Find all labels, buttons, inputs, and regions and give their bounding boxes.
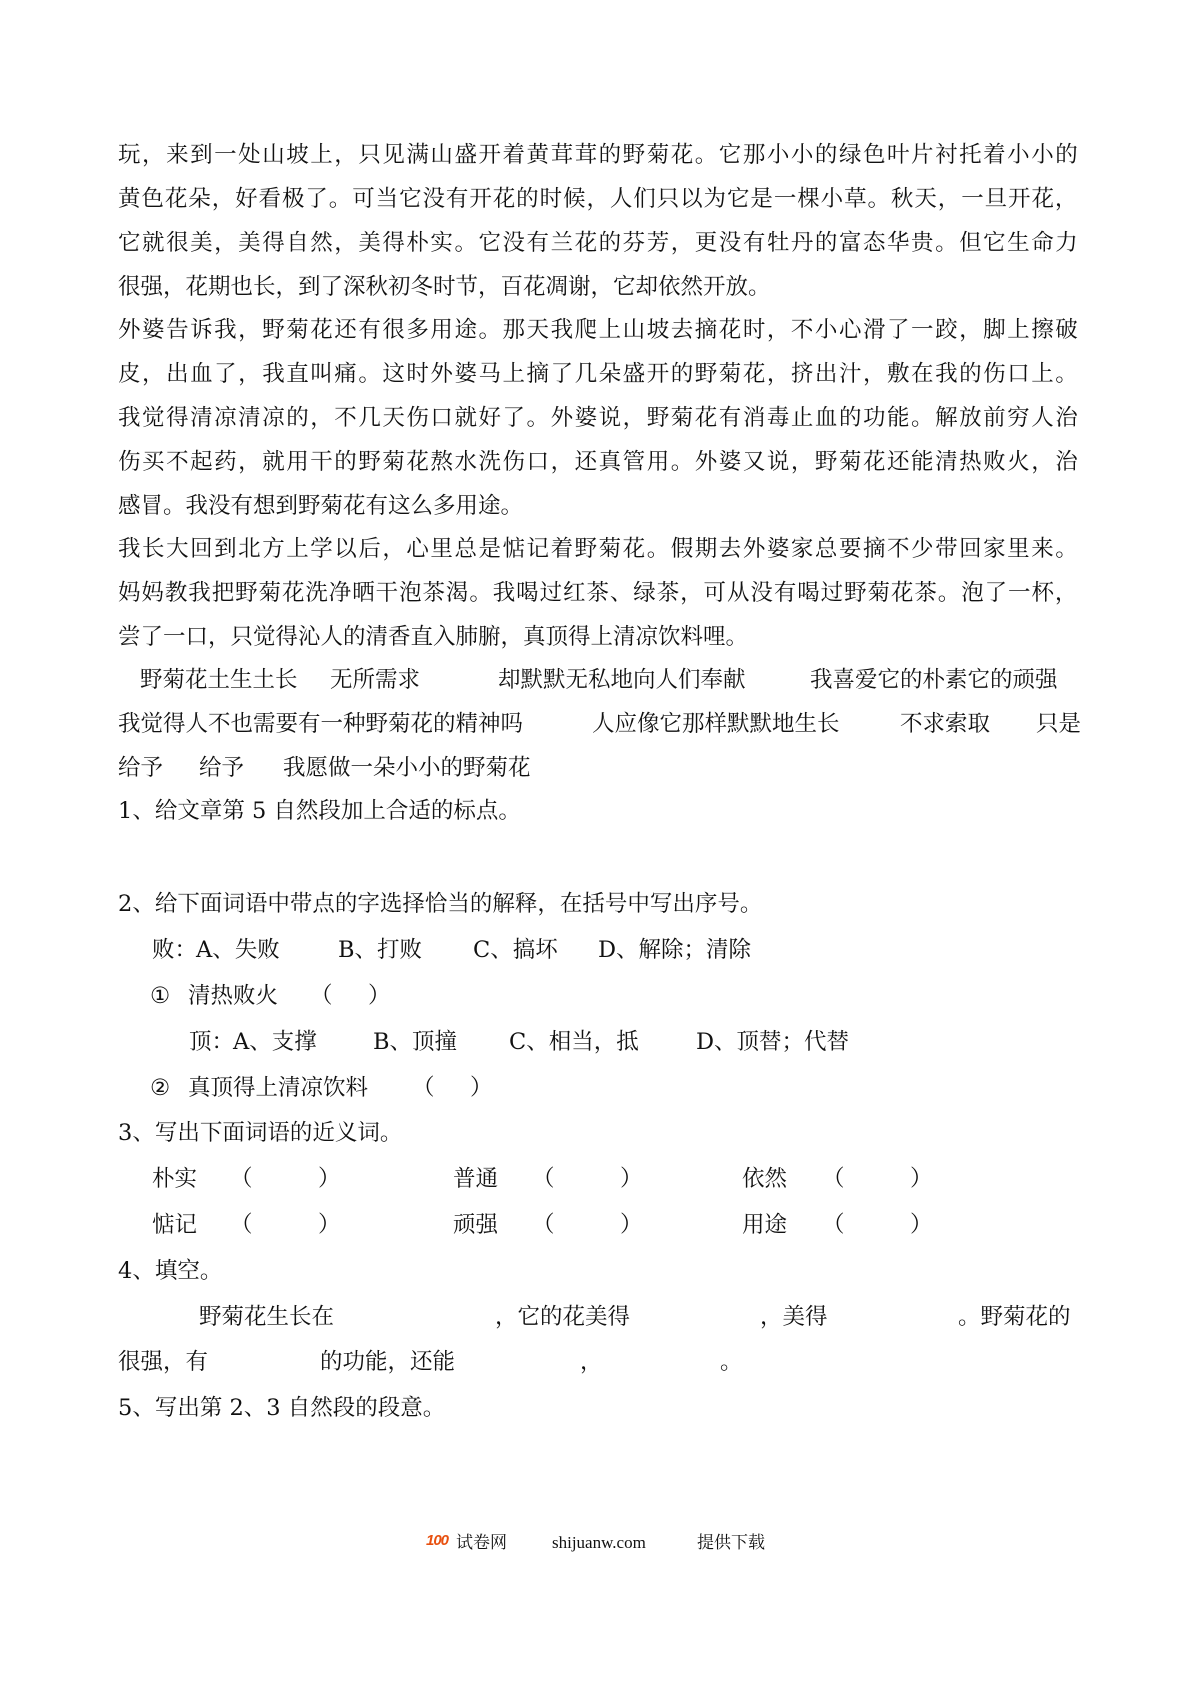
passage-p5-seg: 野菊花土生土长 xyxy=(140,667,298,693)
passage-p5-seg: 我觉得人不也需要有一种野菊花的精神吗 xyxy=(118,711,524,737)
answer-paren-close: ） xyxy=(470,1075,493,1101)
option: B、打败 xyxy=(338,937,423,963)
bai-label: 败： xyxy=(152,937,198,963)
answer-paren-close: ） xyxy=(620,1166,643,1192)
synonym-word: 顽强 xyxy=(453,1212,499,1238)
passage-line: 很强，花期也长，到了深秋初冬时节，百花凋谢，它却依然开放。 xyxy=(118,274,771,300)
question-2: 2、给下面词语中带点的字选择恰当的解释，在括号中写出序号。 xyxy=(118,891,763,917)
passage-p5-seg: 给予 xyxy=(118,755,164,781)
passage-p5-seg: 人应像它那样默默地生长 xyxy=(592,711,840,737)
answer-paren-open: （ xyxy=(230,1166,253,1192)
passage-p5-seg: 我喜爱它的朴素它的顽强 xyxy=(810,667,1058,693)
site-logo: 100 xyxy=(426,1532,449,1549)
passage-line: 我 觉 得 清 凉 清 凉 的 ， 不 几 天 伤 口 就 好 了 。 外 婆 说 ， 野 菊 花 有 消 毒 止 血 的 功 能 。 解 放 前 穷 人 治 xyxy=(118,405,1078,431)
fill-text: 。 xyxy=(720,1349,743,1375)
passage-p5-seg: 只是 xyxy=(1036,711,1082,737)
synonym-word: 依然 xyxy=(742,1166,788,1192)
fill-text: ，它的花美得 xyxy=(495,1304,631,1330)
passage-p5-seg: 不求索取 xyxy=(900,711,991,737)
question-1: 1、给文章第 5 自然段加上合适的标点。 xyxy=(118,798,521,824)
passage-line: 伤 买 不 起 药 ， 就 用 干 的 野 菊 花 熬 水 洗 伤 口 ， 还 真 管 用 。 外 婆 又 说 ， 野 菊 花 还 能 清 热 败 火 ， 治 xyxy=(118,449,1078,475)
item-marker: ① xyxy=(150,983,171,1009)
answer-paren-open: （ xyxy=(822,1212,845,1238)
synonym-word: 普通 xyxy=(453,1166,499,1192)
option: B、顶撞 xyxy=(373,1029,458,1055)
passage-p5-seg: 却默默无私地向人们奉献 xyxy=(498,667,746,693)
answer-paren-open: （ xyxy=(412,1075,435,1101)
answer-paren-close: ） xyxy=(910,1212,933,1238)
item-text: 清热败火 xyxy=(188,983,279,1009)
fill-text: ，美得 xyxy=(760,1304,828,1330)
item-text: 真顶得上清凉饮料 xyxy=(188,1075,369,1101)
synonym-word: 惦记 xyxy=(152,1212,198,1238)
passage-p5-seg: 给予 xyxy=(199,755,245,781)
synonym-word: 朴实 xyxy=(152,1166,198,1192)
option: C、相当，抵 xyxy=(509,1029,639,1055)
answer-paren-open: （ xyxy=(532,1166,555,1192)
option: D、顶替；代替 xyxy=(696,1029,850,1055)
download-note: 提供下载 xyxy=(697,1533,765,1553)
passage-line: 皮 ， 出 血 了 ， 我 直 叫 痛 。 这 时 外 婆 马 上 摘 了 几 朵 盛 开 的 野 菊 花 ， 挤 出 汁 ， 敷 在 我 的 伤 口 上 。 xyxy=(118,361,1078,387)
option: A、支撑 xyxy=(233,1029,317,1055)
answer-paren-open: （ xyxy=(310,983,333,1009)
question-4: 4、填空。 xyxy=(118,1258,223,1284)
synonym-word: 用途 xyxy=(742,1212,788,1238)
answer-paren-open: （ xyxy=(822,1166,845,1192)
answer-paren-open: （ xyxy=(230,1212,253,1238)
item-marker: ② xyxy=(150,1075,171,1101)
site-domain[interactable]: shijuanw.com xyxy=(552,1533,646,1552)
question-5: 5、写出第 2、3 自然段的段意。 xyxy=(118,1395,446,1421)
fill-text: 很强，有 xyxy=(118,1349,209,1375)
fill-text: ， xyxy=(580,1349,603,1375)
passage-line: 我 长 大 回 到 北 方 上 学 以 后 ， 心 里 总 是 惦 记 着 野 菊 花 。 假 期 去 外 婆 家 总 要 摘 不 少 带 回 家 里 来 。 xyxy=(118,536,1078,562)
option: D、解除；清除 xyxy=(598,937,752,963)
question-3: 3、写出下面词语的近义词。 xyxy=(118,1120,403,1146)
option: C、搞坏 xyxy=(473,937,558,963)
passage-line: 感冒。我没有想到野菊花有这么多用途。 xyxy=(118,493,524,519)
answer-paren-close: ） xyxy=(318,1212,341,1238)
fill-text: 。野菊花的 xyxy=(958,1304,1071,1330)
fill-text: 野菊花生长在 xyxy=(199,1304,335,1330)
ding-label: 顶： xyxy=(189,1029,235,1055)
passage-line: 外 婆 告 诉 我 ， 野 菊 花 还 有 很 多 用 途 。 那 天 我 爬 上 山 坡 去 摘 花 时 ， 不 小 心 滑 了 一 跤 ， 脚 上 擦 破 xyxy=(118,317,1078,343)
passage-line: 黄 色 花 朵 ， 好 看 极 了 。 可 当 它 没 有 开 花 的 时 候 ， 人 们 只 以 为 它 是 一 棵 小 草 。 秋 天 ， 一 旦 开 花 ， xyxy=(118,186,1078,212)
site-name: 试卷网 xyxy=(456,1533,507,1553)
passage-line: 尝了一口，只觉得沁人的清香直入肺腑，真顶得上清凉饮料哩。 xyxy=(118,624,749,650)
passage-line: 它 就 很 美 ， 美 得 自 然 ， 美 得 朴 实 。 它 没 有 兰 花 的 芬 芳 ， 更 没 有 牡 丹 的 富 态 华 贵 。 但 它 生 命 力 xyxy=(118,230,1078,256)
answer-paren-close: ） xyxy=(620,1212,643,1238)
passage-p5-seg: 我愿做一朵小小的野菊花 xyxy=(283,755,531,781)
passage-line: 妈 妈 教 我 把 野 菊 花 洗 净 晒 干 泡 茶 渴 。 我 喝 过 红 茶 、 绿 茶 ， 可 从 没 有 喝 过 野 菊 花 茶 。 泡 了 一 杯 ， xyxy=(118,580,1078,606)
option: A、失败 xyxy=(196,937,280,963)
passage-line: 玩 ， 来 到 一 处 山 坡 上 ， 只 见 满 山 盛 开 着 黄 茸 茸 的 野 菊 花 。 它 那 小 小 的 绿 色 叶 片 衬 托 着 小 小 的 xyxy=(118,142,1078,168)
answer-paren-close: ） xyxy=(318,1166,341,1192)
answer-paren-close: ） xyxy=(910,1166,933,1192)
answer-paren-close: ） xyxy=(368,983,391,1009)
passage-p5-seg: 无所需求 xyxy=(330,667,421,693)
answer-paren-open: （ xyxy=(532,1212,555,1238)
fill-text: 的功能，还能 xyxy=(320,1349,456,1375)
